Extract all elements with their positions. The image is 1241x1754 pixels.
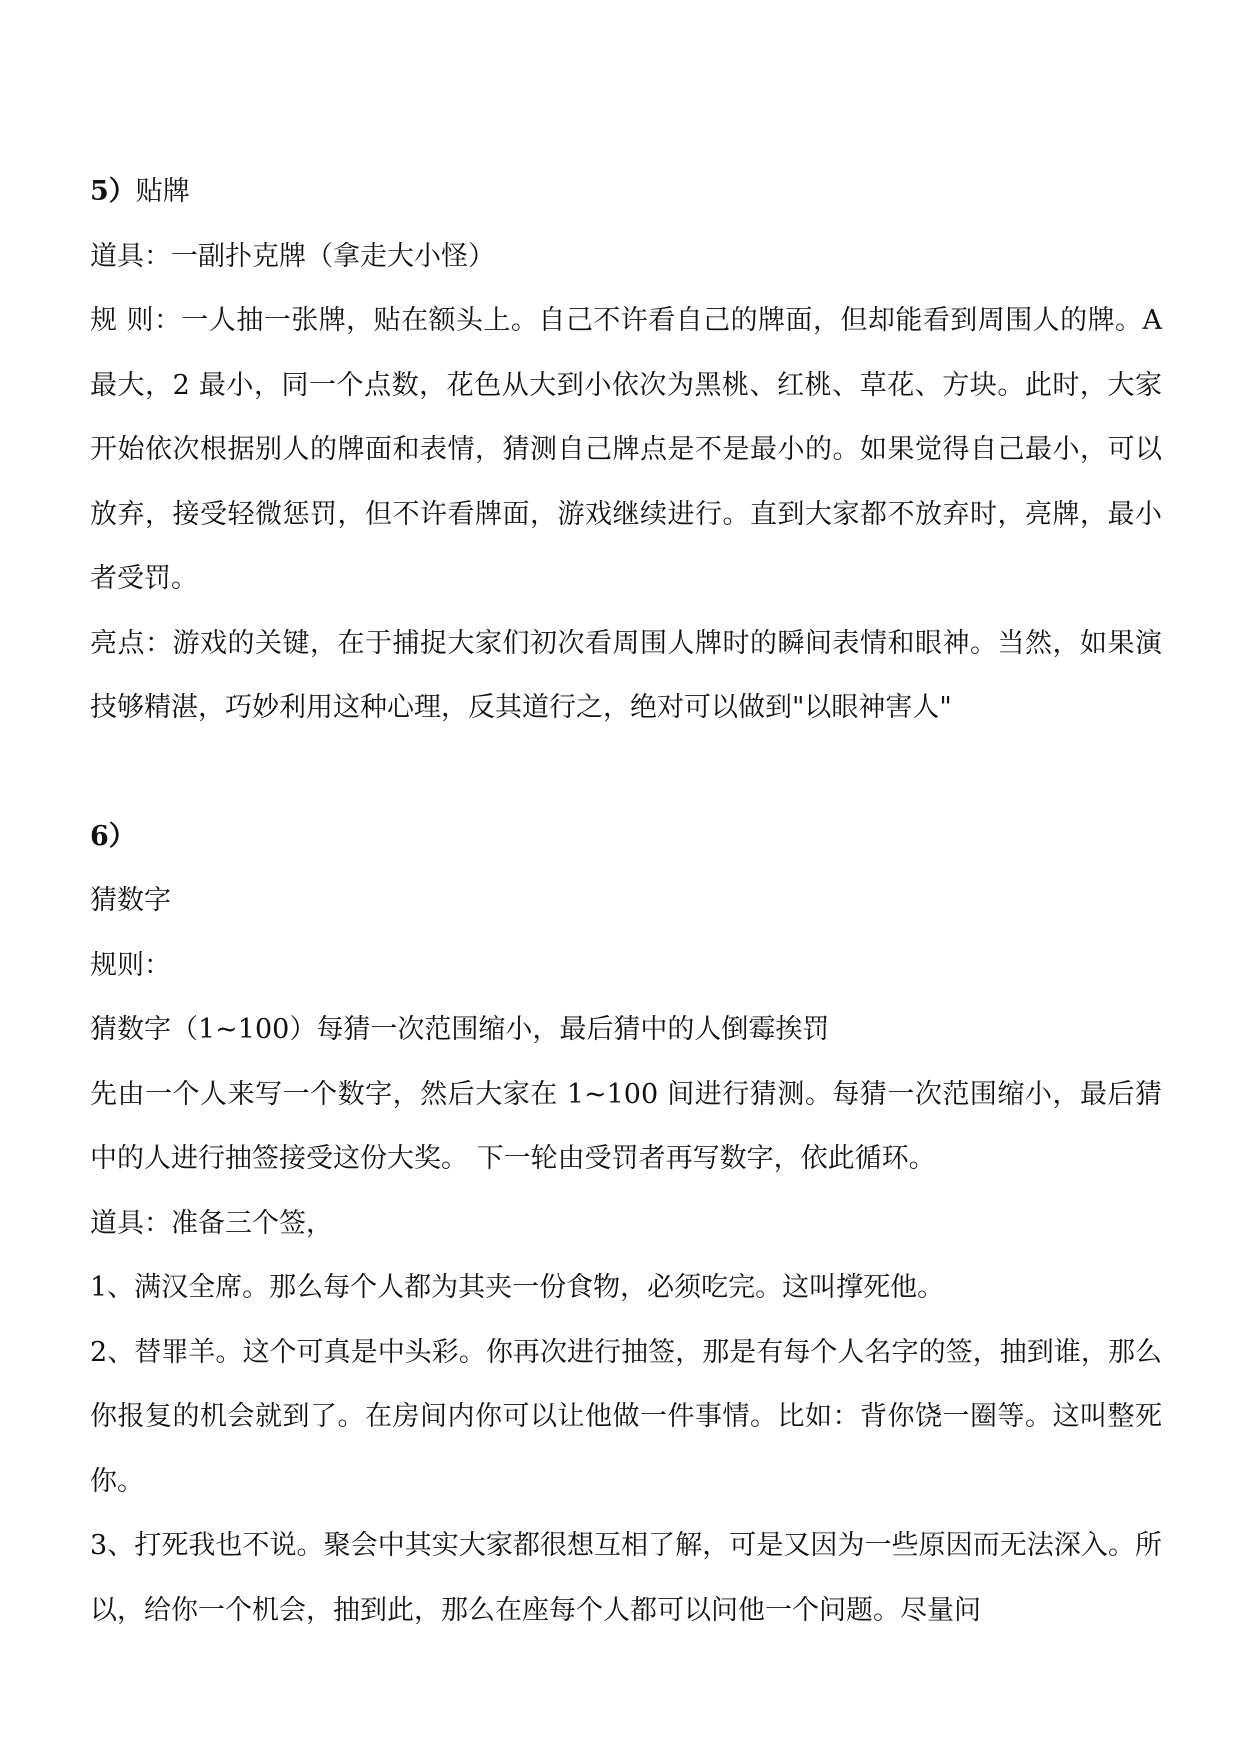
- section-5-heading: [90, 160, 1162, 225]
- section-gap: [90, 741, 1162, 805]
- section-6-title: 猜数字: [90, 885, 171, 916]
- document-body: [90, 160, 1162, 1643]
- section-6-rules-label: 规则：: [90, 949, 171, 981]
- section-5-props: 道具：一副扑克牌（拿走大小怪）: [90, 240, 495, 272]
- section-5-title: 贴牌: [135, 176, 190, 207]
- section-6-item-3: 3、打死我也不说。聚会中其实大家都很想互相了解，可是又因为一些原因而无法深入。所以，给你一个机会，抽到此，那么在座每个人都可以问他一个问题。尽量问: [90, 1530, 1162, 1626]
- section-6-item-2: 2、替罪羊。这个可真是中头彩。你再次进行抽签，那是有每个人名字的签，抽到谁，那么你报复的机会就到了。在房间内你可以让他做一件事情。比如：背你饶一圈等。这叫整死你。: [90, 1336, 1162, 1497]
- section-6-item-1: 1、满汉全席。那么每个人都为其夹一份食物，必须吃完。这叫撑死他。: [90, 1272, 945, 1303]
- section-5-highlight: 亮点：游戏的关键，在于捕捉大家们初次看周围人牌时的瞬间表情和眼神。当然，如果演技够精湛，巧妙利用这种心理，反其道行之，绝对可以做到"以眼神害人": [90, 627, 1162, 723]
- section-5-rules: 规 则：一人抽一张牌，贴在额头上。自己不许看自己的牌面，但却能看到周围人的牌。A 最大，2 最小，同一个点数，花色从大到小依次为黑桃、红桃、草花、方块。此时，大家开始依次根据别人的牌面和表情，猜测自己牌点是不是最小的。如果觉得自己最小，可以放弃，接受轻微惩罚，但不许看牌面，游戏继续进行。直到大家都不放弃时，亮牌，最小者受罚。: [90, 305, 1162, 594]
- section-6-number: 6）: [90, 820, 136, 852]
- section-5-number: 5）: [90, 176, 136, 207]
- section-6-description: 先由一个人来写一个数字，然后大家在 1~100 间进行猜测。每猜一次范围缩小，最后猜中的人进行抽签接受这份大奖。 下一轮由受罚者再写数字，依此循环。: [90, 1078, 1162, 1174]
- section-6-props: 道具：准备三个签，: [90, 1207, 333, 1239]
- section-6-summary: 猜数字（1~100）每猜一次范围缩小，最后猜中的人倒霉挨罚: [90, 1014, 830, 1045]
